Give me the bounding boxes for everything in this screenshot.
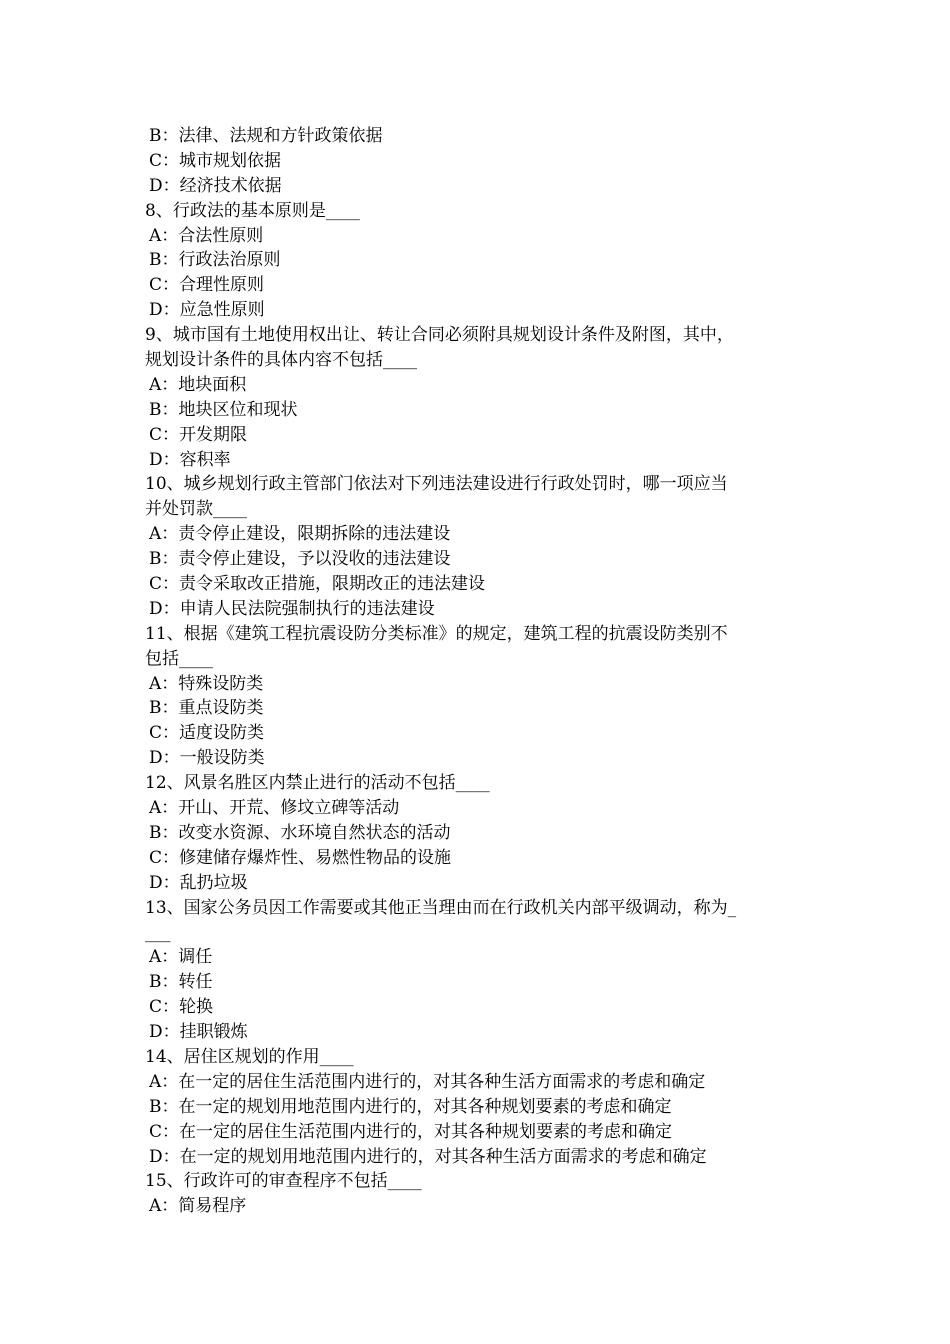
question-text: 规划设计条件的具体内容不包括____ [145,350,417,371]
answer-option: D：挂职锻炼 [149,1022,248,1043]
question-text: 并处罚款____ [145,499,247,520]
answer-option: C：轮换 [149,997,214,1018]
answer-option: A：开山、开荒、修坟立碑等活动 [149,798,400,819]
answer-option: D：一般设防类 [149,748,265,769]
answer-option: B：改变水资源、水环境自然状态的活动 [149,822,451,843]
question-text: 9、城市国有土地使用权出让、转让合同必须附具规划设计条件及附图，其中， [145,325,734,346]
answer-option: A：合法性原则 [149,225,264,246]
question-text: ___ [145,922,171,943]
answer-option: A：地块面积 [149,374,247,395]
question-text: 12、风景名胜区内禁止进行的活动不包括____ [145,773,490,794]
answer-option: A：调任 [149,947,213,968]
question-text: 11、根据《建筑工程抗震设防分类标准》的规定，建筑工程的抗震设防类别不 [145,623,728,644]
answer-option: C：开发期限 [149,424,248,445]
answer-option: D：经济技术依据 [149,175,282,196]
answer-option: D：乱扔垃圾 [149,872,248,893]
answer-option: B：行政法治原则 [149,250,281,271]
question-text: 14、居住区规划的作用____ [145,1046,354,1067]
answer-option: D：容积率 [149,449,231,470]
answer-option: A：简易程序 [149,1196,247,1217]
question-text: 10、城乡规划行政主管部门依法对下列违法建设进行行政处罚时，哪一项应当 [145,474,728,495]
question-text: 包括____ [145,648,213,669]
answer-option: C：城市规划依据 [149,150,282,171]
answer-option: B：转任 [149,972,213,993]
answer-option: D：申请人民法院强制执行的违法建设 [149,598,435,619]
answer-option: A：在一定的居住生活范围内进行的，对其各种生活方面需求的考虑和确定 [149,1071,706,1092]
answer-option: D：应急性原则 [149,300,265,321]
question-text: 15、行政许可的审查程序不包括____ [145,1171,422,1192]
document-body [145,124,810,1219]
answer-option: C：在一定的居住生活范围内进行的，对其各种规划要素的考虑和确定 [149,1121,673,1142]
answer-option: C：责令采取改正措施，限期改正的违法建设 [149,574,486,595]
answer-option: A：特殊设防类 [149,673,264,694]
answer-option: B：在一定的规划用地范围内进行的，对其各种规划要素的考虑和确定 [149,1096,672,1117]
question-text: 8、行政法的基本原则是____ [145,200,360,221]
answer-option: B：责令停止建设，予以没收的违法建设 [149,549,451,570]
answer-option: B：重点设防类 [149,698,264,719]
question-text: 13、国家公务员因工作需要或其他正当理由而在行政机关内部平级调动，称为_ [145,897,737,918]
answer-option: C：合理性原则 [149,275,265,296]
answer-option: B：地块区位和现状 [149,399,298,420]
answer-option: C：修建储存爆炸性、易燃性物品的设施 [149,847,452,868]
answer-option: A：责令停止建设，限期拆除的违法建设 [149,524,451,545]
answer-option: C：适度设防类 [149,723,265,744]
answer-option: B：法律、法规和方针政策依据 [149,126,383,146]
answer-option: D：在一定的规划用地范围内进行的，对其各种生活方面需求的考虑和确定 [149,1146,707,1167]
